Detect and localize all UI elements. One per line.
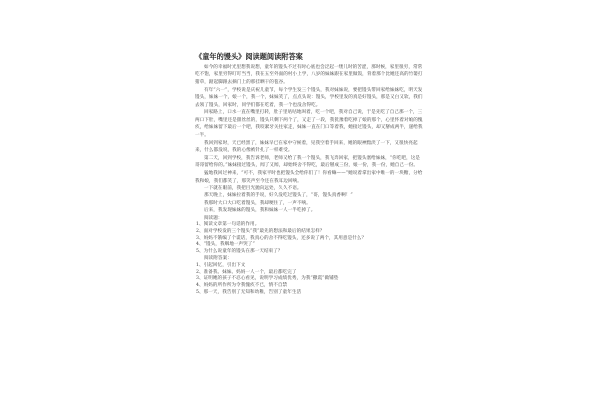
answer-item: 3、证明她的孩子不忍心看见，说明学习成绩优秀，为我“撒谎”做铺垫 xyxy=(196,276,339,282)
paragraph: 一下就在眼前，我把目光抛向远处，久久不语。 xyxy=(204,186,302,191)
paragraph: 我回到家时，天已经黑了，妹妹早已在家中守候着，见我空着手回来，她的眼神黯淡了一下，又很快亮起来，什么都没说，我的心像被针扎了一样难受。 xyxy=(195,140,418,153)
document-title: 《童年的馒头》阅读题阅读附答案 xyxy=(195,52,303,61)
answers-heading: 阅读附答案： xyxy=(204,256,232,262)
paragraph: 我那时大口大口吃着馒头，我却哽住了，一声不响。 xyxy=(204,200,311,206)
question-item: 5、为什么说童年的馒头在那一天结束了？ xyxy=(196,249,283,255)
questions-heading: 阅读题： xyxy=(204,215,223,221)
paragraph: 有年“六一”，学校说是庆祝儿童节，每个学生发三个馒头，我对妹妹说，要把馒头带回家给妹妹吃，明天发馒头，妹妹一个，娘一个，我一个，妹妹笑了，点点头说：馒头，学校里发的真是好馒头，那是又白又软，我们去领了馒头，回家时，同学们都在吃着，我一个也没舍得吃。 xyxy=(195,87,423,108)
question-item: 2、面对学校发的三个馒头“我”最先的想法和最后的结果怎样？ xyxy=(196,228,325,234)
paragraph: 猛地我回过神来，“可不，我家平时也把馒头全给你们了！你看嘛——”她说着拿出家中唯一的一块糖，分给我和娘，我们都笑了，那笑声至今还在我耳边回响。 xyxy=(195,171,423,184)
paragraph: 第二天，回到学校，我告诉老师，老师又给了我一个馒头，我飞奔回家，把馒头塞给妹妹，“你吃吧，这是哥哥留给你的。”妹妹接过馒头，闻了又闻，却始终舍不得吃，最后掰成三份，娘一份，我一份，她自己一份。 xyxy=(195,155,421,169)
answer-item: 4、妈妈的所作所为令我愧疚不已，情不自禁 xyxy=(196,283,288,289)
question-item: 3、妈妈不饿编了个谎话，我真心的舍不得吃馒头，还多说了两个，其用意是什么？ xyxy=(196,235,367,241)
paragraph: 回家路上，口水一直在嘴里打转，肚子里咕咕地叫着，吃一个吧，我对自己说，于是先吃了自己那一个，三两口下肚，嘴里还是甜丝丝的，馒头只剩下两个了，又走了一段，我犹豫着吃掉了娘的那个，心里怀着对娘的愧疚，给妹妹留下最后一个吧，我咬紧牙关往家走，妹妹一直在门口等着我，她接过馒头，却又掰成两半，递给我一半。 xyxy=(195,110,423,138)
answer-item: 1、引起回忆，引出下文 xyxy=(196,262,246,268)
paragraph: 如今的幸福时光里想我说想，童年的馒头不过有时心底也会泛起一缕儿时的苦涩，那时候，家里很穷，常常吃不饱，家里穷得叮叮当当，我在五至外面的村小上学，八岁的妹妹跟在家里做饭，背着那个比她还高的竹篓打猪草，踮起脚跟去摘门上的那挂晒干的苞谷。 xyxy=(195,65,423,85)
question-item: 1、阅读文章第一句话的作用。 xyxy=(196,222,260,228)
paragraph: 那天晚上，妹妹拉着我的手说，好久没吃过馒头了，“哥，馒头真香啊！” xyxy=(204,193,353,199)
question-item: 4、“馒头，我咽地一声哭了” xyxy=(196,242,255,248)
answer-item: 5、那一天，我告别了无知和幼稚，告别了童年生活 xyxy=(196,290,302,295)
document-body xyxy=(195,64,423,297)
answer-item: 2、准备我、妹妹、妈妈一人一个，最后都吃完了 xyxy=(196,269,297,275)
paragraph: 后来，我发现妹妹的馒头，我和妹妹一人一半吃掉了。 xyxy=(204,208,316,214)
